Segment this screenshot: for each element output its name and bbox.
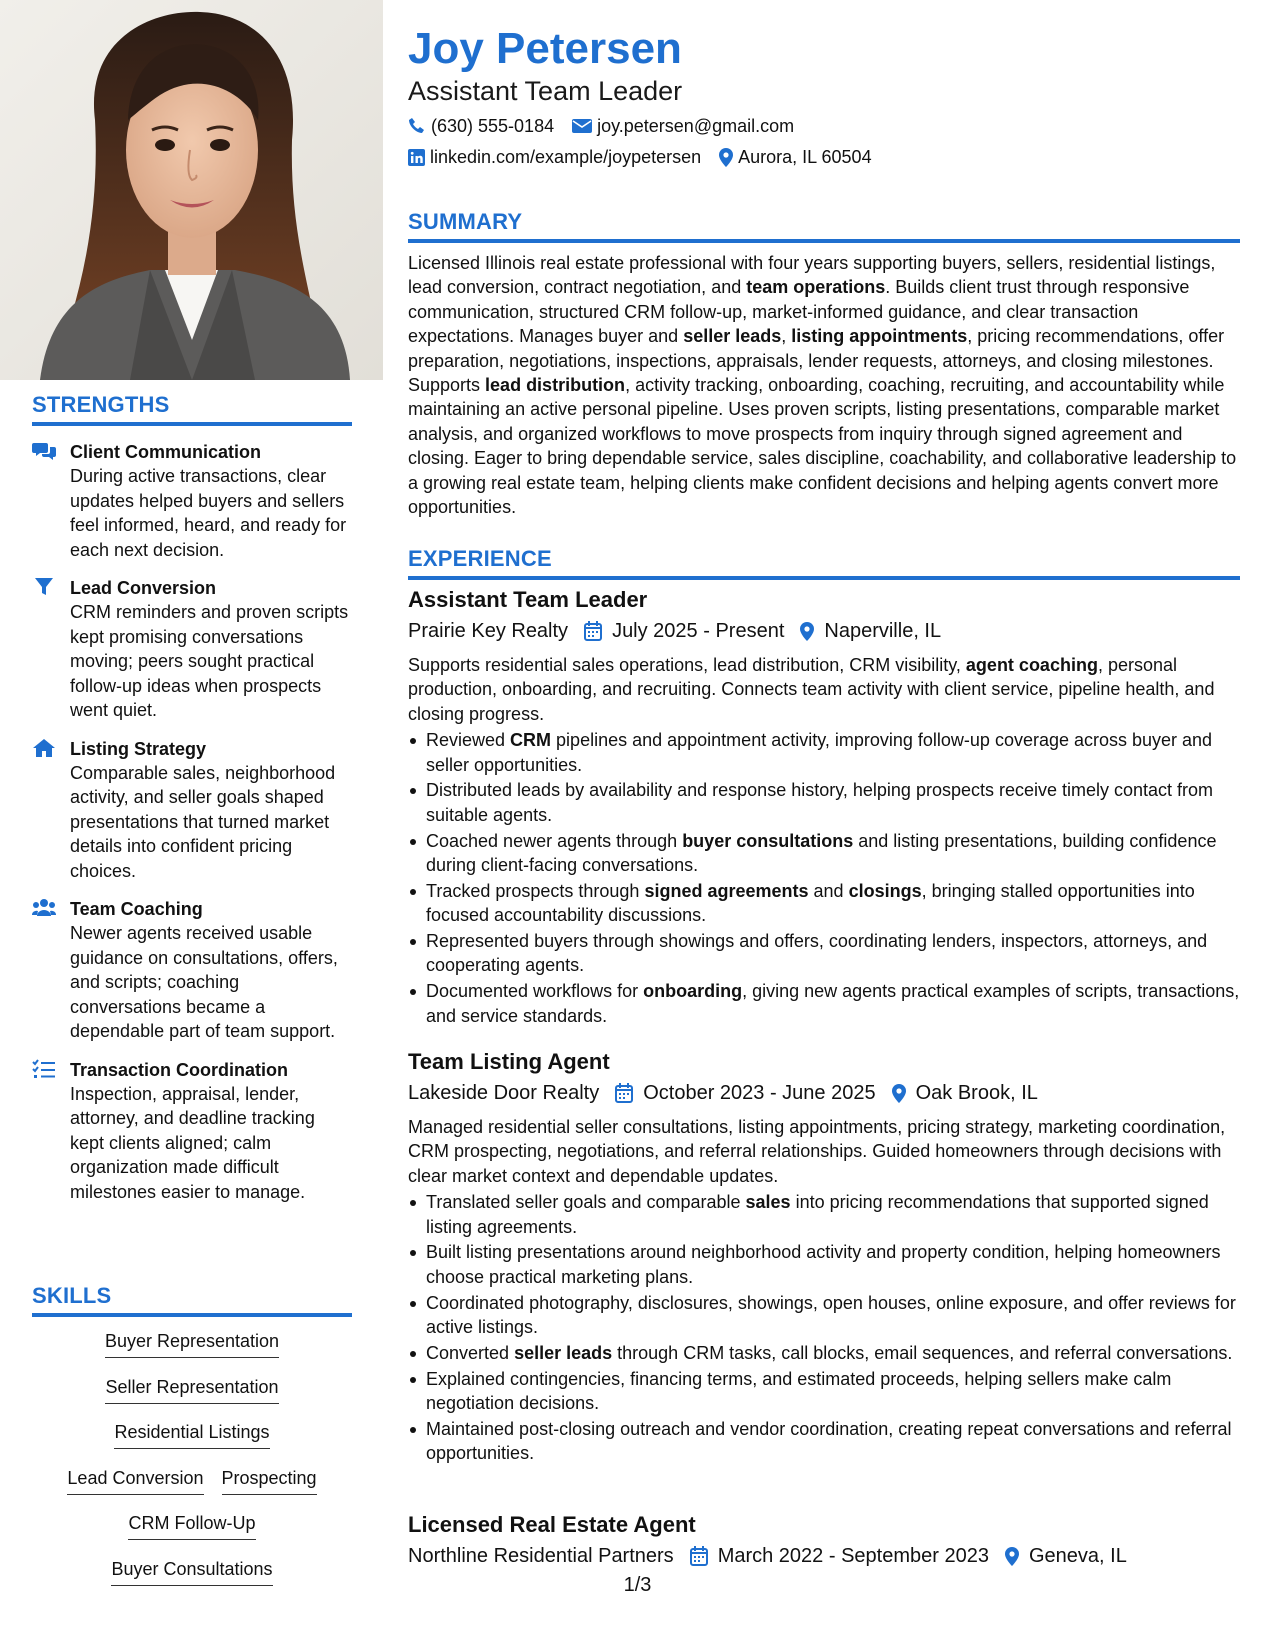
- list-check-icon: [32, 1059, 56, 1079]
- phone-icon: [408, 117, 426, 135]
- location-pin-icon: [892, 1084, 906, 1103]
- job-meta: [408, 1079, 1240, 1107]
- company-name: Prairie Key Realty: [408, 620, 569, 642]
- bullet-item: Coached newer agents through buyer consultations and listing presentations, building confidence during client-facing conversations.: [408, 829, 1240, 878]
- job-title: Assistant Team Leader: [408, 587, 648, 612]
- job-description: Managed residential seller consultations, listing appointments, pricing strategy, marketing coordination, CRM prospecting, negotiations, and referral relationships. Guided homeowners through decisions with clear market context and dependable updates.: [408, 1117, 1226, 1186]
- comments-icon: [32, 441, 56, 461]
- location-item: [719, 145, 871, 169]
- section-divider: [408, 576, 1240, 580]
- contact-row: [408, 114, 812, 138]
- job-dates: [690, 1542, 989, 1570]
- job-meta: [408, 617, 1240, 645]
- linkedin-item: [408, 145, 701, 169]
- date-range: July 2025 - Present: [612, 620, 785, 642]
- company-name: Lakeside Door Realty: [408, 1082, 600, 1104]
- strengths-section: [32, 392, 352, 1204]
- linkedin-icon: [408, 149, 425, 166]
- strength-item: [32, 897, 352, 1044]
- summary-text: Licensed Illinois real estate professional with four years supporting buyers, sellers, residential listings, lead conversion, contract negotiation, and team operations. Builds client trust through responsive communication, structured CRM follow-up, market-informed guidance, and clear transaction expectations. Manages buyer and seller leads, listing appointments, pricing recommendations, offer preparation, negotiations, inspections, appraisals, lender requests, attorneys, and closing milestones. Supports lead distribution, activity tracking, onboarding, coaching, recruiting, and accountability while maintaining an active personal pipeline. Uses proven scripts, listing presentations, comparable market analysis, and organized workflows to move prospects from inquiry through signed agreement and closing. Eager to bring dependable service, sales discipline, coachability, and collaborative leadership to a growing real estate team, helping clients make confident decisions and helping agents convert more opportunities.: [408, 253, 1237, 518]
- strength-desc: Newer agents received usable guidance on consultations, offers, and scripts; coaching conversations became a dependable part of team support.: [70, 923, 338, 1041]
- summary-section: [408, 209, 1240, 519]
- strength-desc: Comparable sales, neighborhood activity, and seller goals shaped presentations that turned market details into confident pricing choices.: [70, 762, 336, 881]
- sidebar: [0, 0, 383, 1650]
- section-divider: [408, 239, 1240, 243]
- job-location: [1005, 1542, 1127, 1570]
- bullet-item: Converted seller leads through CRM tasks, call blocks, email sequences, and referral conversations.: [408, 1341, 1240, 1365]
- skill-row: [32, 1466, 352, 1512]
- location-text: Oak Brook, IL: [915, 1082, 1038, 1104]
- bullet-item: Reviewed CRM pipelines and appointment activity, improving follow-up coverage across buyer and seller opportunities.: [408, 728, 1240, 777]
- bullet-item: Documented workflows for onboarding, giving new agents practical examples of scripts, transactions, and service standards.: [408, 979, 1240, 1028]
- job-company: [408, 617, 568, 645]
- skill-tag: Prospecting: [222, 1466, 317, 1495]
- bullet-item: Explained contingencies, financing terms, and estimated proceeds, helping sellers make calm negotiation decisions.: [408, 1367, 1240, 1416]
- strengths-heading: STRENGTHS: [32, 392, 170, 417]
- users-icon: [32, 898, 56, 918]
- filter-icon: [32, 577, 56, 597]
- strength-title: Lead Conversion: [70, 578, 217, 598]
- summary-heading: SUMMARY: [408, 209, 523, 234]
- phone-item: [408, 114, 554, 138]
- job-location: [800, 617, 941, 645]
- job-description: Supports residential sales operations, lead distribution, CRM visibility, agent coaching, personal production, onboarding, and recruiting. Connects team activity with client service, pipeline health, and closing progress.: [408, 655, 1215, 724]
- strength-item: [32, 1058, 352, 1205]
- profile-photo: [0, 0, 383, 380]
- skill-tag: Buyer Consultations: [111, 1557, 272, 1586]
- home-icon: [32, 738, 56, 758]
- skills-heading: SKILLS: [32, 1283, 112, 1308]
- page-number: 1/3: [623, 1574, 652, 1596]
- strength-desc: Inspection, appraisal, lender, attorney, and deadline tracking kept clients aligned; calm organization made difficult milestones easier to manage.: [70, 1083, 315, 1202]
- job-dates: [615, 1079, 875, 1107]
- section-divider: [32, 422, 352, 426]
- strength-item: [32, 737, 352, 884]
- experience-heading: EXPERIENCE: [408, 546, 552, 571]
- strength-desc: During active transactions, clear updates helped buyers and sellers feel informed, heard, and ready for each next decision.: [70, 466, 347, 560]
- location-text: Naperville, IL: [824, 620, 942, 642]
- job-company: [408, 1542, 674, 1570]
- candidate-name: Joy Petersen: [408, 24, 682, 73]
- skill-tag: CRM Follow-Up: [128, 1511, 255, 1540]
- bullet-item: Maintained post-closing outreach and vendor coordination, creating repeat conversations and referral opportunities.: [408, 1417, 1240, 1466]
- location-text: Geneva, IL: [1028, 1545, 1127, 1567]
- strength-title: Listing Strategy: [70, 738, 207, 759]
- job-location: [892, 1079, 1038, 1107]
- job-title: Licensed Real Estate Agent: [408, 1512, 696, 1537]
- skills-section: [32, 1283, 352, 1602]
- bullet-item: Distributed leads by availability and response history, helping prospects receive timely contact from suitable agents.: [408, 778, 1240, 827]
- skills-list: [32, 1329, 352, 1602]
- bullet-item: Represented buyers through showings and offers, coordinating lenders, inspectors, attorneys, and cooperating agents.: [408, 929, 1240, 978]
- job-bullets: [408, 1190, 1240, 1465]
- job-title: Team Listing Agent: [408, 1049, 610, 1074]
- strength-item: [32, 576, 352, 723]
- calendar-icon: [615, 1083, 633, 1103]
- bullet-item: Coordinated photography, disclosures, showings, open houses, online exposure, and offer reviews for active listings.: [408, 1291, 1240, 1340]
- email-icon: [572, 118, 592, 134]
- strength-title: Client Communication: [70, 442, 262, 462]
- contact-row: [408, 145, 890, 169]
- bullet-item: Tracked prospects through signed agreements and closings, bringing stalled opportunities into focused accountability discussions.: [408, 879, 1240, 928]
- phone-text: (630) 555-0184: [431, 116, 555, 136]
- skill-tag: Buyer Representation: [105, 1329, 279, 1358]
- calendar-icon: [690, 1546, 708, 1566]
- strength-item: [32, 440, 352, 562]
- skill-row: [32, 1375, 352, 1421]
- skill-tag: Seller Representation: [105, 1375, 278, 1404]
- experience-section: [408, 546, 1240, 580]
- location-pin-icon: [800, 622, 814, 641]
- strength-title: Transaction Coordination: [70, 1059, 289, 1080]
- bullet-item: Built listing presentations around neighborhood activity and property condition, helping homeowners choose practical marketing plans.: [408, 1240, 1240, 1289]
- email-item: [572, 114, 794, 138]
- job-meta: [408, 1542, 1240, 1570]
- section-divider: [32, 1313, 352, 1317]
- strength-desc: CRM reminders and proven scripts kept promising conversations moving; peers sought practical follow-up ideas when prospects went quiet.: [70, 602, 349, 720]
- skill-tag: Residential Listings: [114, 1420, 269, 1449]
- job-entry: [408, 586, 1240, 1029]
- job-bullets: [408, 728, 1240, 1028]
- skill-tag: Lead Conversion: [67, 1466, 203, 1495]
- job-entry: [408, 1511, 1240, 1570]
- linkedin-text: linkedin.com/example/joypetersen: [430, 147, 702, 167]
- location-pin-icon: [719, 148, 733, 167]
- calendar-icon: [584, 621, 602, 641]
- skill-row: [32, 1420, 352, 1466]
- strength-title: Team Coaching: [70, 899, 203, 919]
- skill-row: [32, 1329, 352, 1375]
- email-text: joy.petersen@gmail.com: [597, 116, 795, 136]
- date-range: March 2022 - September 2023: [717, 1545, 989, 1567]
- job-company: [408, 1079, 599, 1107]
- location-text: Aurora, IL 60504: [738, 147, 872, 167]
- job-entry: [408, 1048, 1240, 1467]
- candidate-title: Assistant Team Leader: [408, 76, 683, 106]
- job-dates: [584, 617, 784, 645]
- date-range: October 2023 - June 2025: [643, 1082, 876, 1104]
- bullet-item: Translated seller goals and comparable sales into pricing recommendations that supported signed listing agreements.: [408, 1190, 1240, 1239]
- location-pin-icon: [1005, 1547, 1019, 1566]
- skill-row: [32, 1511, 352, 1557]
- company-name: Northline Residential Partners: [408, 1545, 674, 1567]
